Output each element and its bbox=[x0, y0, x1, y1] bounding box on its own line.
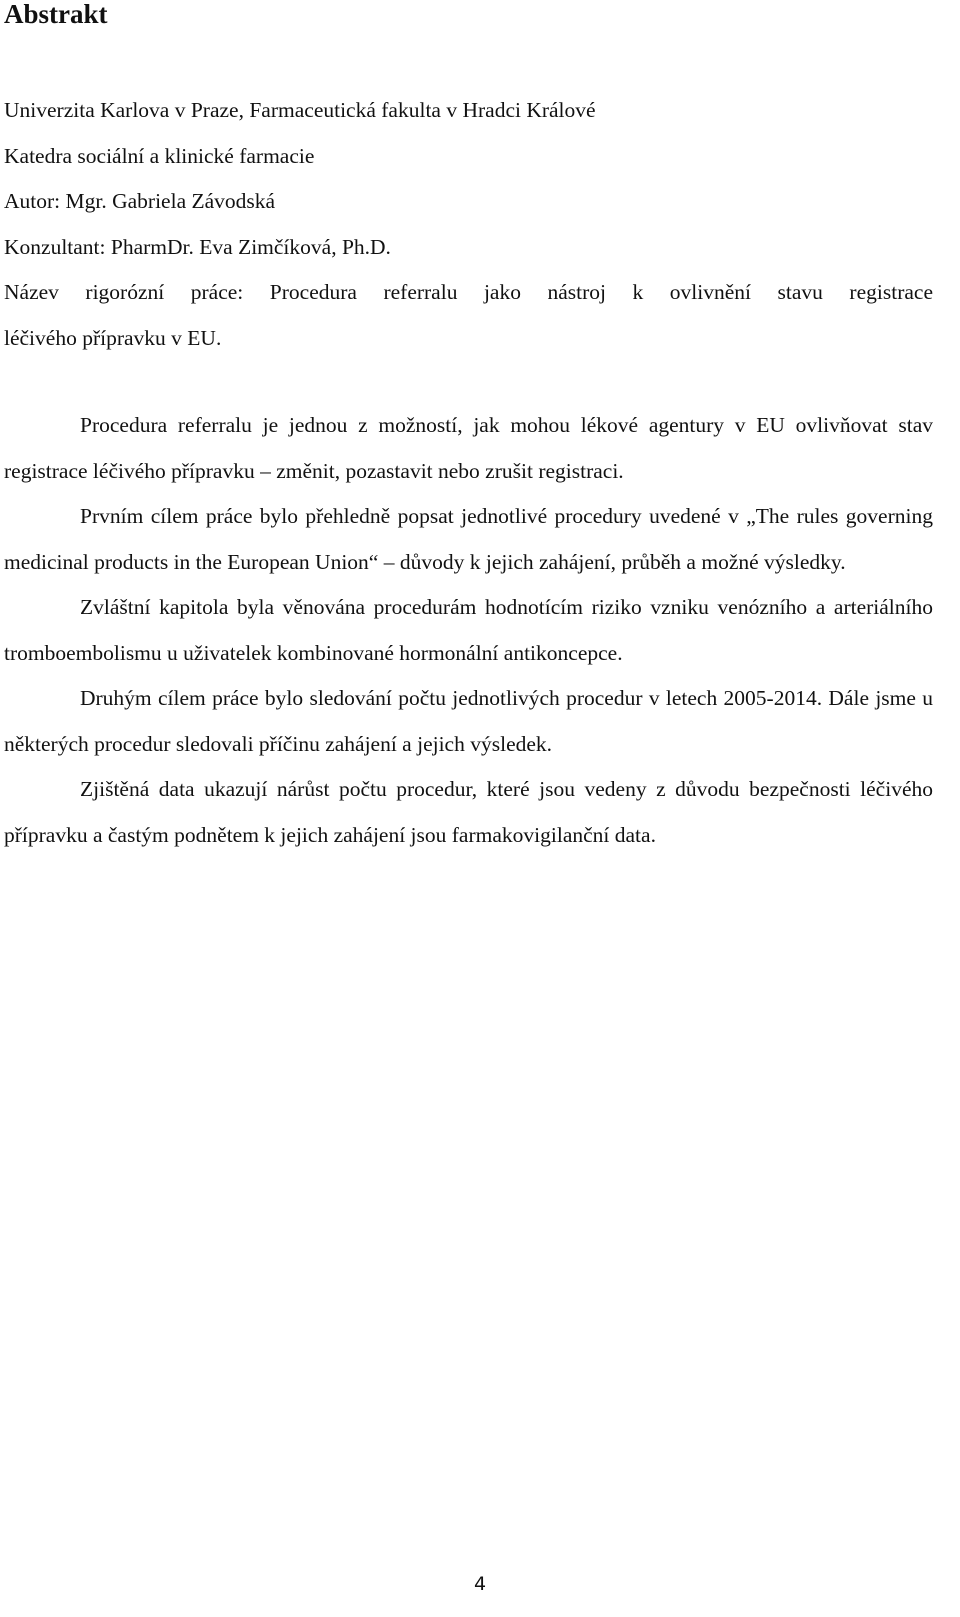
abstract-paragraph: Procedura referralu je jednou z možností, jak mohou lékové agentury v EU ovlivňovat stav registrace léčivého přípravku – změnit, pozastavit nebo zrušit registraci. bbox=[4, 413, 933, 483]
consultant-line: Konzultant: PharmDr. Eva Zimčíková, Ph.D. bbox=[4, 234, 391, 259]
thesis-title-line: Název rigorózní práce: Procedura referralu jako nástroj k ovlivnění stavu registrace bbox=[4, 280, 933, 304]
university-line: Univerzita Karlova v Praze, Farmaceutická fakulta v Hradci Králové bbox=[4, 98, 596, 122]
author-line: Autor: Mgr. Gabriela Závodská bbox=[4, 189, 276, 213]
page-number: 4 bbox=[473, 1573, 487, 1595]
department-line: Katedra sociální a klinické farmacie bbox=[4, 143, 315, 168]
abstract-paragraph: Zvláštní kapitola byla věnována procedurám hodnotícím riziko vzniku venózního a arteriálního tromboembolismu u uživatelek kombinované hormonální antikoncepce. bbox=[4, 595, 933, 665]
page-title: Abstrakt bbox=[4, 0, 108, 29]
abstract-body bbox=[4, 403, 933, 858]
abstract-paragraph: Zjištěná data ukazují nárůst počtu procedur, které jsou vedeny z důvodu bezpečnosti léčivého přípravku a častým podnětem k jejich zahájení jsou farmakovigilanční data. bbox=[4, 777, 933, 847]
abstract-paragraph: Prvním cílem práce bylo přehledně popsat jednotlivé procedury uvedené v „The rules governing medicinal products in the European Union“ – důvody k jejich zahájení, průběh a možné výsledky. bbox=[4, 504, 933, 574]
thesis-title-line-continued: léčivého přípravku v EU. bbox=[4, 325, 222, 350]
abstract-paragraph: Druhým cílem práce bylo sledování počtu jednotlivých procedur v letech 2005-2014. Dále jsme u některých procedur sledovali příčinu zahájení a jejich výsledek. bbox=[4, 686, 933, 756]
thesis-metadata bbox=[4, 88, 933, 361]
